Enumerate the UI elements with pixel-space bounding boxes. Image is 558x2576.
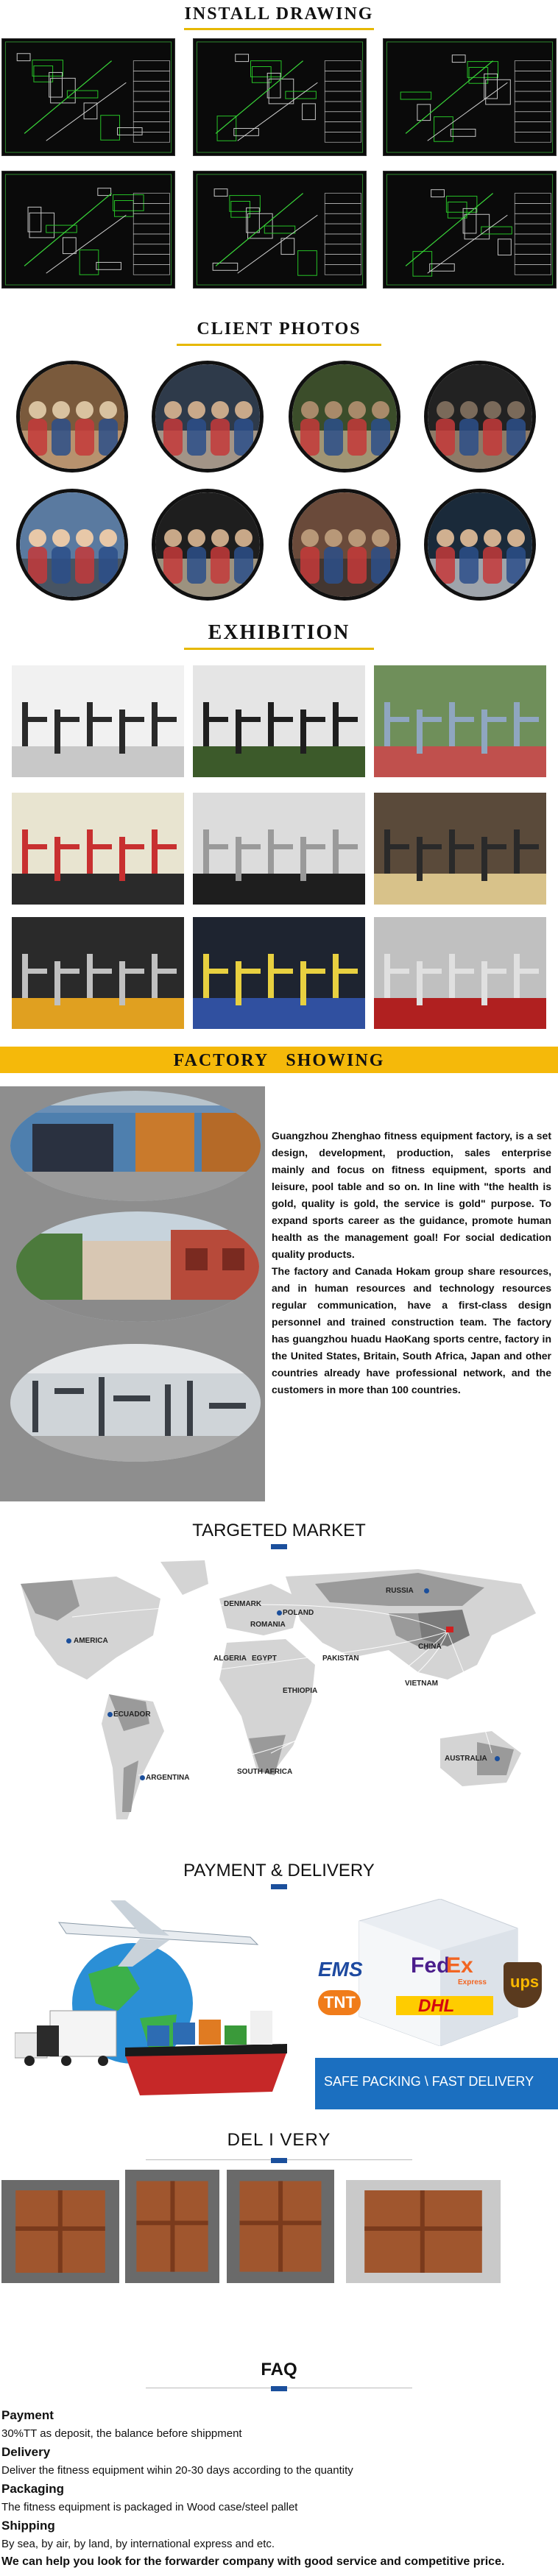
cad-drawing-1 [1, 38, 175, 156]
world-map [6, 1554, 551, 1841]
client-photos-title: CLIENT PHOTOS [197, 319, 361, 339]
map-label-australia: AUSTRALIA [445, 1755, 487, 1763]
map-label-argentina: ARGENTINA [146, 1774, 190, 1782]
client-photo-3 [289, 361, 400, 473]
map-label-south-africa: SOUTH AFRICA [237, 1768, 293, 1776]
market-title-mark [271, 1544, 287, 1549]
client-title-underline [177, 344, 381, 346]
client-photo-5 [16, 489, 128, 601]
exhibition-title: EXHIBITION [208, 621, 350, 644]
faq-question-payment: Payment [1, 2408, 54, 2422]
fedex-logo-express: Express [458, 1978, 487, 1986]
map-label-america: AMERICA [74, 1637, 108, 1645]
fedex-logo-fed: Fed [411, 1953, 451, 1978]
map-label-poland: POLAND [283, 1609, 314, 1617]
map-label-egypt: EGYPT [252, 1655, 277, 1663]
client-photo-1 [16, 361, 128, 473]
delivery-photo-4 [346, 2180, 501, 2283]
exhibition-photo-8 [193, 917, 365, 1029]
map-label-denmark: DENMARK [224, 1600, 262, 1608]
factory-building-photo [10, 1091, 261, 1201]
exhibition-photo-2 [193, 665, 365, 777]
map-label-russia: RUSSIA [386, 1587, 414, 1595]
faq-title-mark [271, 2386, 287, 2391]
factory-showing-title: FACTORY SHOWING [173, 1051, 385, 1070]
exhibition-photo-7 [12, 917, 184, 1029]
payment-title-mark [271, 1884, 287, 1889]
delivery-title: DEL I VERY [227, 2130, 331, 2150]
faq-answer-delivery: Deliver the fitness equipment wihin 20-30 days according to the quantity [1, 2464, 353, 2477]
factory-yard-photo [16, 1211, 259, 1322]
factory-description [272, 1128, 551, 1398]
map-marker-ecuador [107, 1712, 113, 1717]
cad-drawing-5 [193, 171, 367, 289]
targeted-market-title: TARGETED MARKET [192, 1521, 366, 1540]
fedex-logo-ex: Ex [446, 1953, 473, 1978]
map-label-ecuador: ECUADOR [113, 1710, 151, 1719]
faq-closing: We can help you look for the forwarder company with good service and competitive price. [1, 2555, 505, 2568]
map-marker-poland [277, 1610, 282, 1616]
ups-logo-text: ups [510, 1972, 540, 1991]
ups-logo [504, 1962, 542, 2008]
map-label-china: CHINA [418, 1643, 442, 1651]
safe-packing-text: SAFE PACKING \ FAST DELIVERY [324, 2074, 534, 2089]
map-label-ethiopia: ETHIOPIA [283, 1687, 318, 1695]
client-photo-8 [424, 489, 536, 601]
exhibition-photo-5 [193, 793, 365, 905]
map-marker-australia [495, 1756, 500, 1761]
cad-drawing-4 [1, 171, 175, 289]
faq-question-delivery: Delivery [1, 2445, 51, 2459]
exhibition-photo-6 [374, 793, 546, 905]
exhibition-photo-4 [12, 793, 184, 905]
dhl-logo [396, 1996, 493, 2015]
install-drawing-title: INSTALL DRAWING [184, 4, 374, 24]
tnt-logo-text: TNT [324, 1993, 356, 2011]
factory-banner [0, 1047, 558, 1073]
factory-paragraph-2: The factory and Canada Hokam group share resources, and in human resources and technology resources regular communication, have a first-class design personnel and trained construction team. The factory has guangzhou huadu HaoKang sports centre, factory in the United States, Britain, South Africa, Japan and other countries already have professional network, and the customers in more than 100 countries. [272, 1265, 551, 1395]
client-photo-6 [152, 489, 264, 601]
delivery-photo-3 [227, 2170, 334, 2283]
client-photo-7 [289, 489, 400, 601]
map-marker-argentina [140, 1775, 145, 1780]
payment-delivery-title: PAYMENT & DELIVERY [183, 1861, 375, 1880]
delivery-photo-2 [125, 2170, 219, 2283]
install-title-underline [184, 28, 374, 30]
delivery-photo-1 [1, 2180, 119, 2283]
faq-answer-shipping: By sea, by air, by land, by international express and etc. [1, 2538, 275, 2550]
cad-drawing-3 [383, 38, 557, 156]
map-label-vietnam: VIETNAM [405, 1680, 438, 1688]
ems-logo: EMS [318, 1958, 363, 1981]
tnt-logo [318, 1990, 361, 2015]
exhibition-photo-3 [374, 665, 546, 777]
map-label-algeria: ALGERIA [213, 1655, 247, 1663]
factory-photo-panel [0, 1086, 265, 1501]
map-label-romania: ROMANIA [250, 1621, 286, 1629]
exhibition-title-underline [184, 648, 374, 650]
logistics-illustration [15, 1893, 294, 2121]
delivery-title-mark [271, 2158, 287, 2163]
faq-question-packaging: Packaging [1, 2482, 65, 2496]
faq-question-shipping: Shipping [1, 2519, 55, 2533]
exhibition-photo-9 [374, 917, 546, 1029]
faq-answer-payment: 30%TT as deposit, the balance before shippment [1, 2427, 242, 2440]
factory-paragraph-1: Guangzhou Zhenghao fitness equipment factory, is a set design, development, production, sales enterprise mainly and focus on fitness equipment, sports and leisure, pool table and so on. In line with "the health is gold, quality is gold, the service is gold" purpose. To expand sports career as the guidance, promote human health as the management goal! For social dedication quality products. [272, 1130, 551, 1260]
faq-title: FAQ [261, 2360, 297, 2379]
cad-drawing-2 [193, 38, 367, 156]
map-marker-russia [424, 1588, 429, 1593]
cad-drawing-6 [383, 171, 557, 289]
map-label-pakistan: PAKISTAN [322, 1655, 359, 1663]
faq-answer-packaging: The fitness equipment is packaged in Wood case/steel pallet [1, 2501, 298, 2513]
exhibition-photo-1 [12, 665, 184, 777]
client-photo-4 [424, 361, 536, 473]
client-photo-2 [152, 361, 264, 473]
dhl-logo-text: DHL [418, 1996, 455, 2016]
map-marker-america [66, 1638, 71, 1643]
safe-packing-banner [315, 2058, 558, 2109]
factory-workshop-photo [10, 1344, 261, 1462]
